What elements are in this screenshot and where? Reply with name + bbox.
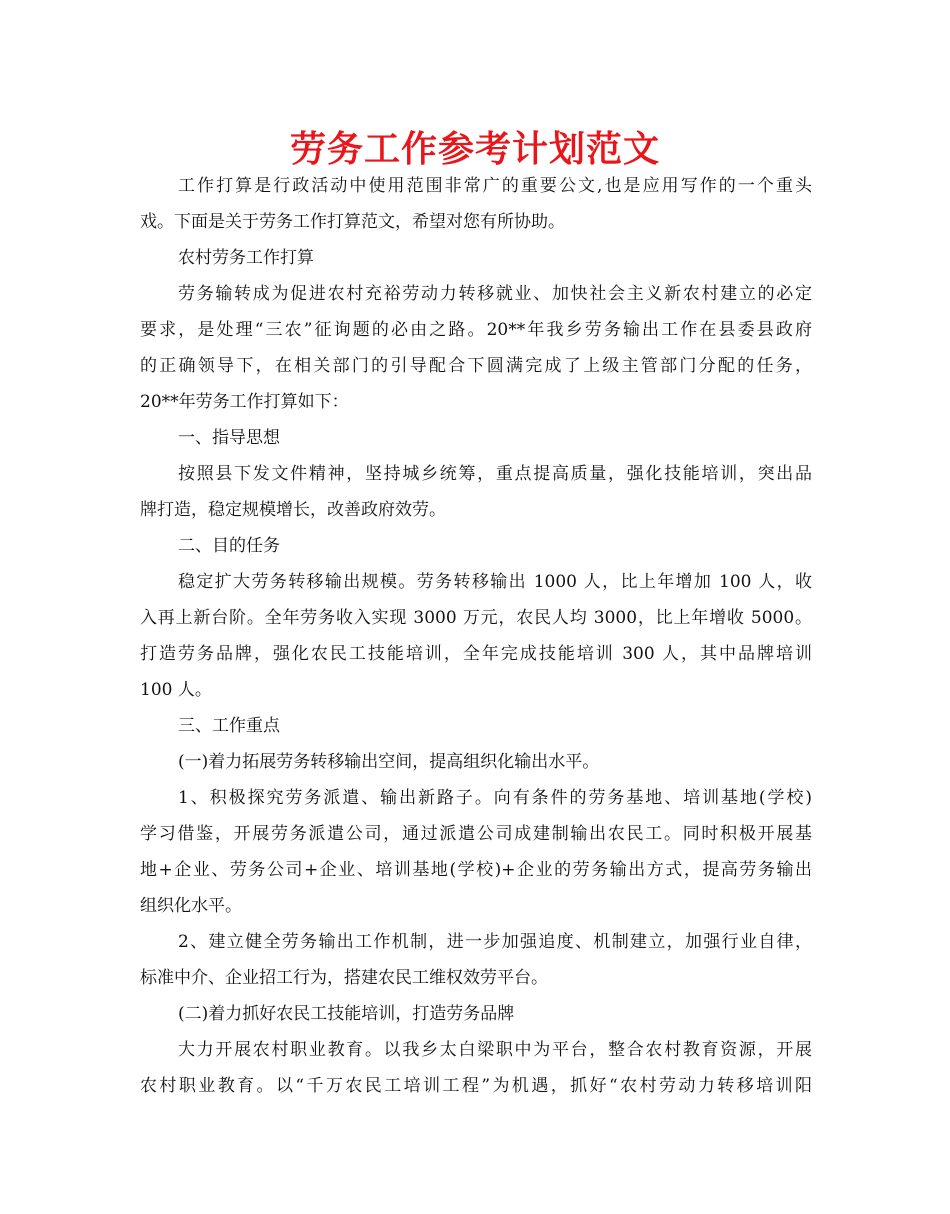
subsection-heading: (一)着力拓展劳务转移输出空间，提高组织化输出水平。 [178, 752, 600, 772]
section-heading: 一、指导思想 [178, 428, 280, 448]
text-line: 劳务输转成为促进农村充裕劳动力转移就业、加快社会主义新农村建立的必定 [178, 284, 812, 304]
text-line: 按照县下发文件精神，坚持城乡统筹，重点提高质量，强化技能培训，突出品 [178, 464, 812, 484]
text-line: 2、建立健全劳务输出工作机制，进一步加强追度、机制建立，加强行业自律， [178, 932, 812, 952]
text-line: 1、积极探究劳务派遣、输出新路子。向有条件的劳务基地、培训基地(学校) [178, 788, 812, 808]
text-line: 的正确领导下，在相关部门的引导配合下圆满完成了上级主管部门分配的任务， [140, 356, 812, 376]
text-line: 标准中介、企业招工行为，搭建农民工维权效劳平台。 [140, 968, 548, 988]
text-line: 入再上新台阶。全年劳务收入实现 3000 万元，农民人均 3000，比上年增收 5000。 [140, 608, 812, 628]
text-line: 稳定扩大劳务转移输出规模。劳务转移输出 1000 人，比上年增加 100 人，收 [178, 572, 812, 592]
text-line: 打造劳务品牌，强化农民工技能培训，全年完成技能培训 300 人，其中品牌培训 [140, 644, 812, 664]
text-line: 地+企业、劳务公司+企业、培训基地(学校)+企业的劳务输出方式，提高劳务输出 [140, 860, 812, 880]
section-heading: 农村劳务工作打算 [178, 248, 314, 268]
text-line: 要求，是处理“三农”征询题的必由之路。20**年我乡劳务输出工作在县委县政府 [140, 320, 812, 340]
text-line: 学习借鉴，开展劳务派遣公司，通过派遣公司成建制输出农民工。同时积极开展基 [140, 824, 812, 844]
text-line: 100 人。 [140, 680, 212, 700]
text-line: 农村职业教育。以“千万农民工培训工程”为机遇，抓好“农村劳动力转移培训阳 [140, 1076, 812, 1096]
section-heading: 二、目的任务 [178, 536, 280, 556]
document-body [140, 168, 812, 1104]
text-line: 大力开展农村职业教育。以我乡太白梁职中为平台，整合农村教育资源，开展 [178, 1040, 812, 1060]
text-line: 戏。下面是关于劳务工作打算范文，希望对您有所协助。 [140, 212, 565, 232]
text-line: 组织化水平。 [140, 896, 242, 916]
subsection-heading: (二)着力抓好农民工技能培训，打造劳务品牌 [178, 1004, 515, 1024]
text-line: 20**年劳务工作打算如下： [140, 392, 349, 412]
section-heading: 三、工作重点 [178, 716, 280, 736]
text-line: 牌打造，稳定规模增长，改善政府效劳。 [140, 500, 446, 520]
document-title: 劳务工作参考计划范文 [289, 129, 660, 170]
text-line: 工作打算是行政活动中使用范围非常广的重要公文,也是应用写作的一个重头 [178, 176, 812, 196]
